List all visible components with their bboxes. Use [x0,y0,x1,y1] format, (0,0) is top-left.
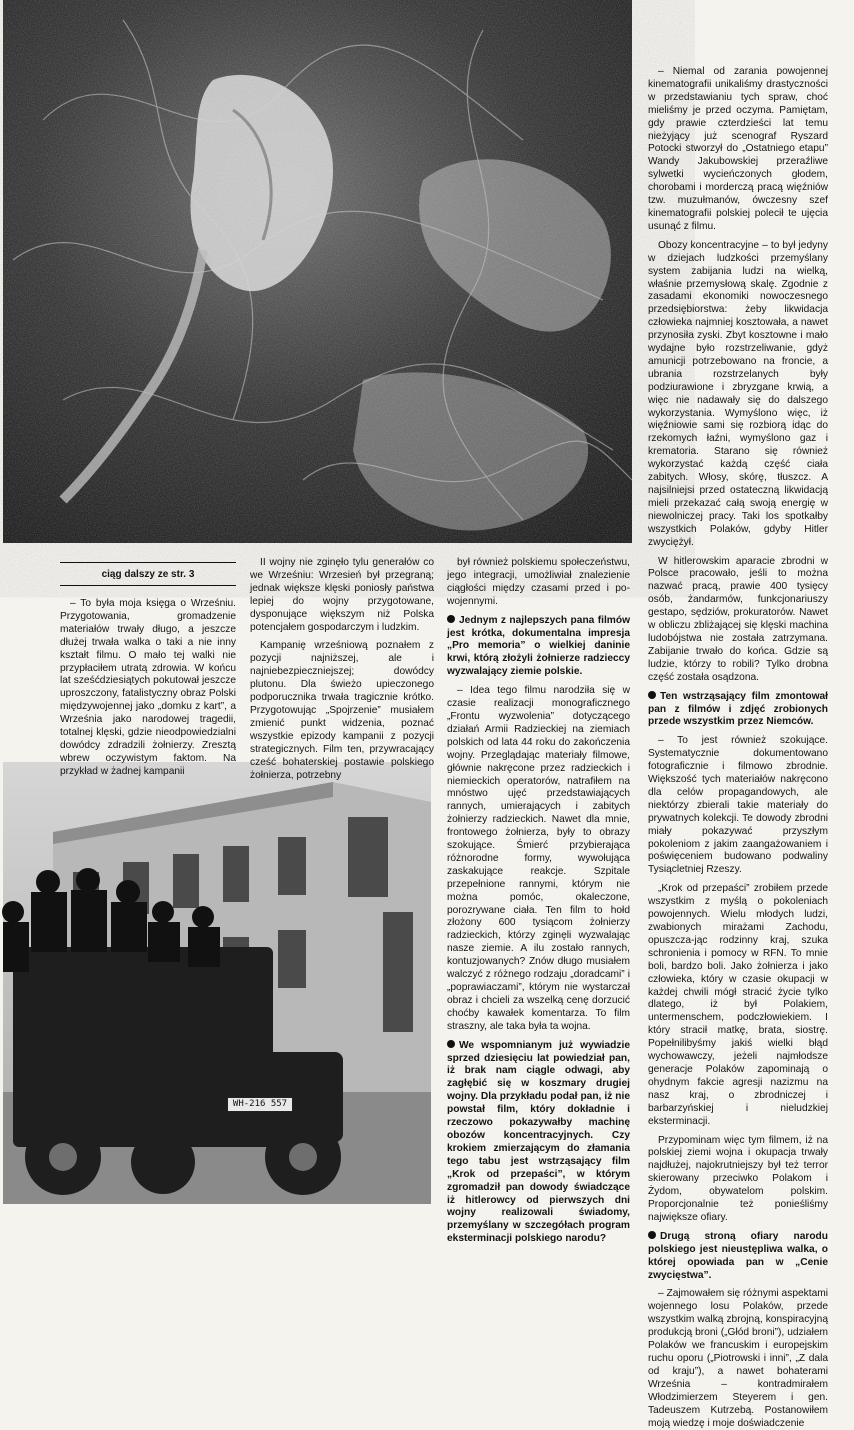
paragraph-text: Jednym z najlepszych pana filmów jest krótka, dokumentalna impresja „Pro memoria” o wielkiej daninie krwi, którą złożyli żołnierze radzieccy wyzwalający ziemie polskie. [447,614,630,678]
paragraph [648,556,828,685]
paragraph [648,1288,828,1430]
license-plate: WH-216 557 [227,1097,293,1112]
interview-question [648,691,828,730]
paragraph [648,66,828,234]
paragraph-text: Przypominam więc tym filmem, iż na polskiej ziemi wojna i okupacja trwały najdłużej, najokrutniejszy był też terror skierowany przeciwko Polakom i Żydom, obywatelom polskim. Proporcjonalnie też ponieśliśmy największe ofiary. [648,1134,828,1223]
interview-question [447,615,630,680]
interview-question [648,1231,828,1283]
paragraph-text: – Idea tego filmu narodziła się w czasie realizacji monograficznego „Frontu wyzwolenia” dotyczącego działań Armii Radzieckiej na ziemiach polskich od lata 44 roku do zakończenia wojny. Przeglądając materiały filmowe, głównie nakręcone przez radzieckich i niemieckich operatorów, natrafiłem na mnóstwo ujęć przedstawiających rannych, umierających i zabitych żołnierzy radzieckich. Nawet dla mnie, frontowego żołnierza, były to obrazy szokujące. Śmierć przybierająca różnorodne formy, wywołująca zaskakujące reakcje. Szpitale przepełnione rannymi, którym nie można pomóc, okaleczone, porozrywane ciała. Ten film to hołd złożony 600 tysiącom żołnierzy radzieckich, którzy zginęli wyzwalając nasze ziemie. A ilu zostało rannych, kontuzjowanych? Znów długo musiałem walczyć z różnego rodzaju „doradcami” i „poprawiaczami”, którym nie wystarczał obraz i chcieli za wszelką cenę dorzucić choćby kawałek komentarza. To film straszny, ale taka była ta wojna. [447,685,630,1032]
article-column-1 [60,598,236,777]
paragraph: – To była moja księga o Wrześniu. Przygotowania, gromadzenie materiałów trwały długo, a jeszcze dłużej trwała walka o taki a nie inny kształt filmu. O mało tej walki nie przypłaciłem utratą zdrowia. W końcu lat sześćdziesiątych pokutował jeszcze uproszczony, fatalistyczny obraz Polski międzywojennej jako „domku z kart”, a Września jako narodowej tragedii, totalnej klęski, gdzie nieodpowiedzialni dowódcy zdradzili żołnierzy. Zresztą wbrew oczywistym faktom. Na przykład w żadnej kampanii [60,598,236,777]
paragraph-text: „Krok od przepaści” zrobiłem przede wszystkim z myślą o pokoleniach powojennych. Wielu młodych ludzi, zwabionych mirażami Zachodu, opuszcza-jąc rodzinny kraj, szuka schronienia i pomocy w RFN. To mnie boli, bardzo boli. Jako żołnierza i jako człowieka, który w czasie okupacji w każdej chwili mógł stracić życie tylko dlatego, iż był Polakiem, untermenschem, podczłowiekiem. I który stracił matkę, brata, siostrę. Popełnilibyśmy jakiś wielki błąd wychowawczy, jeżeli najmłodsze generacje Polaków zapominają o ohydnym fakcie agresji nazizmu na nasz kraj, o zbrodniczej i barbarzyńskiej i nieludzkiej eksterminacji. [648,883,828,1127]
paragraph-text: był również polskiemu społeczeństwu, jego integracji, umożliwiał znalezienie ciągłości między czasami przed i po-wojennymi. [447,557,630,607]
paragraph-text: Ten wstrząsający film zmontował pan z filmów i zdjęć zrobionych przede wszystkim przez Niemców. [648,690,828,728]
bullet-icon [648,1231,656,1239]
paragraph [447,685,630,1033]
paragraph-text: W hitlerowskim aparacie zbrodni w Polsce pracowało, jeśli to można nazwać pracą, prawie 400 tysięcy osób, żandarmów, funkcjonariuszy gestapo, sędziów, prokuratorów. Nawet w obliczu zbliżającej się klęski machina ludobójstwa nie została zatrzymana. Zabijanie trwało do końca. Gdzie są ludzie, którzy to robili? Tylko drobna część została osądzona. [648,555,828,683]
paragraph: II wojny nie zginęło tylu generałów co we Wrześniu: Wrzesień był przegraną; jednak większe klęski poniosły państwa lepiej do wojny przygotowane, dysponujące większym niż Polska potencjałem gospodarczym i ludzkim. [250,557,434,633]
article-column-2 [250,557,434,781]
bullet-icon [447,1040,455,1048]
paragraph [648,883,828,1128]
divider-top [60,562,236,563]
paragraph-text: – Zajmowałem się różnymi aspektami wojennego losu Polaków, przede wszystkim walką zbrojną, konspiracyjną produkcją broni („Głód broni”), udziałem Polaków we francuskim i europejskim ruchu oporu („Piotrowski i inni”, „Z dala od kraju”), a nawet bohaterami Września – kontradmirałem Włodzimierzem Steyerem i gen. Tadeuszem Kutrzebą. Postanowiłem moją wiedzę i moje doświadczenie [648,1288,828,1429]
bullet-icon [447,615,455,623]
continuation-note: ciąg dalszy ze str. 3 [101,569,195,580]
paragraph [648,735,828,877]
article-column-3 [447,557,630,1245]
paragraph [447,557,630,609]
paragraph-text: – Niemal od zarania powojennej kinematografii unikaliśmy drastyczności w przedstawianiu tych spraw, choć mieliśmy je przed oczyma. Pamiętam, gdy prawie czterdzieści lat temu nieżyjący już scenograf Ryszard Potocki stworzył do „Ostatniego etapu” Wandy Jakubowskiej przeraźliwe sylwetki wycieńczonych głodem, chorobami i morderczą pracą więźniów tzw. muzułmanów, ówczesny szef kinematografii polskiej polecił te ujęcia usunąć z filmu. [648,66,828,232]
bullet-icon [648,691,656,699]
paragraph [648,1135,828,1225]
paragraph-text: – To jest również szokujące. Systematycznie dokumentowano fotograficznie i filmowo zbrodnie. Większość tych materiałów nakręcono dla celów propagandowych, ale niektórzy zbierali takie materiały do prywatnych kolekcji. Te dowody zbrodni miały pokazywać przyszłym pokoleniom z jakim zaangażowaniem i poświęceniem budowano podwaliny Tysiącletniej Rzeszy. [648,735,828,876]
photo-hair [3,0,632,543]
interview-question [447,1040,630,1247]
article-column-4 [648,66,828,1429]
paragraph-text: Obozy koncentracyjne – to był jedyny w dziejach ludzkości przemyślany system zabijania ludzi na wielką, właśnie przemysłową skalę. Zgodnie z zasadami ekonomiki nowoczesnego przedsiębiorstwa: żeby likwidacja człowieka najmniej kosztowała, a nawet przynosiła zyski. Zbyt kosztowne i mało wydajne było rozstrzeliwanie, gdyż amunicji potrzebowano na froncie, a ubrania rozstrzelanych były podziurawione i zbryzgane krwią, a więc nie nadawały się do dalszego wykorzystania. Wymyślono więc, iż więźniowie sami się rozbiorą idąc do rzekomych łaźni, wymyślono gaz i krematoria. Starano się również wykorzystać każdą część ciała zabitych. Włosy, skórę, tłuszcz. A najsilniejsi przed ostateczną likwidacją mieli przekazać całą swoją energię w niewolniczej pracy. Taki los spotkałby wszystkich Polaków, gdyby Hitler zwyciężył. [648,239,828,548]
paragraph: Kampanię wrześniową poznałem z pozycji najniższej, ale i najniebezpieczniejszej; dowódcy plutonu. Dla świeżo upieczonego podporucznika trwała tragicznie krótko. Przygotowując „Spojrzenie” musiałem zmienić punkt widzenia, poznać wszystkie epizody kampanii z pozycji strategicznych. Film ten, przywracający cześć bohaterskiej postawie polskiego żołnierza, potrzebny [250,640,434,781]
paragraph-text: We wspomnianym już wywiadzie sprzed dziesięciu lat powiedział pan, iż brak nam ciągle odwagi, aby zagłębić się w koszmary drugiej wojny. Dla przykładu podał pan, iż nie powstał film, który dokładnie i rzeczowo pokazywałby machinę obozów koncentracyjnych. Czy krokiem zmierzającym do złamania tego tabu jest wstrząsający film „Krok od przepaści”, w którym zgromadził pan dowody świadczące iż hitlerowcy od pierwszych dni wojny realizowali świadomy, przemyślany w szczegółach program eksterminacji polskiego narodu? [447,1039,630,1245]
photo-soldiers-truck [3,762,431,1204]
paragraph-text: Drugą stroną ofiary narodu polskiego jest nieustępliwa walka, o której opowiada pan w „Cenie zwycięstwa”. [648,1230,828,1281]
divider-bottom [60,585,236,586]
paragraph [648,240,828,550]
